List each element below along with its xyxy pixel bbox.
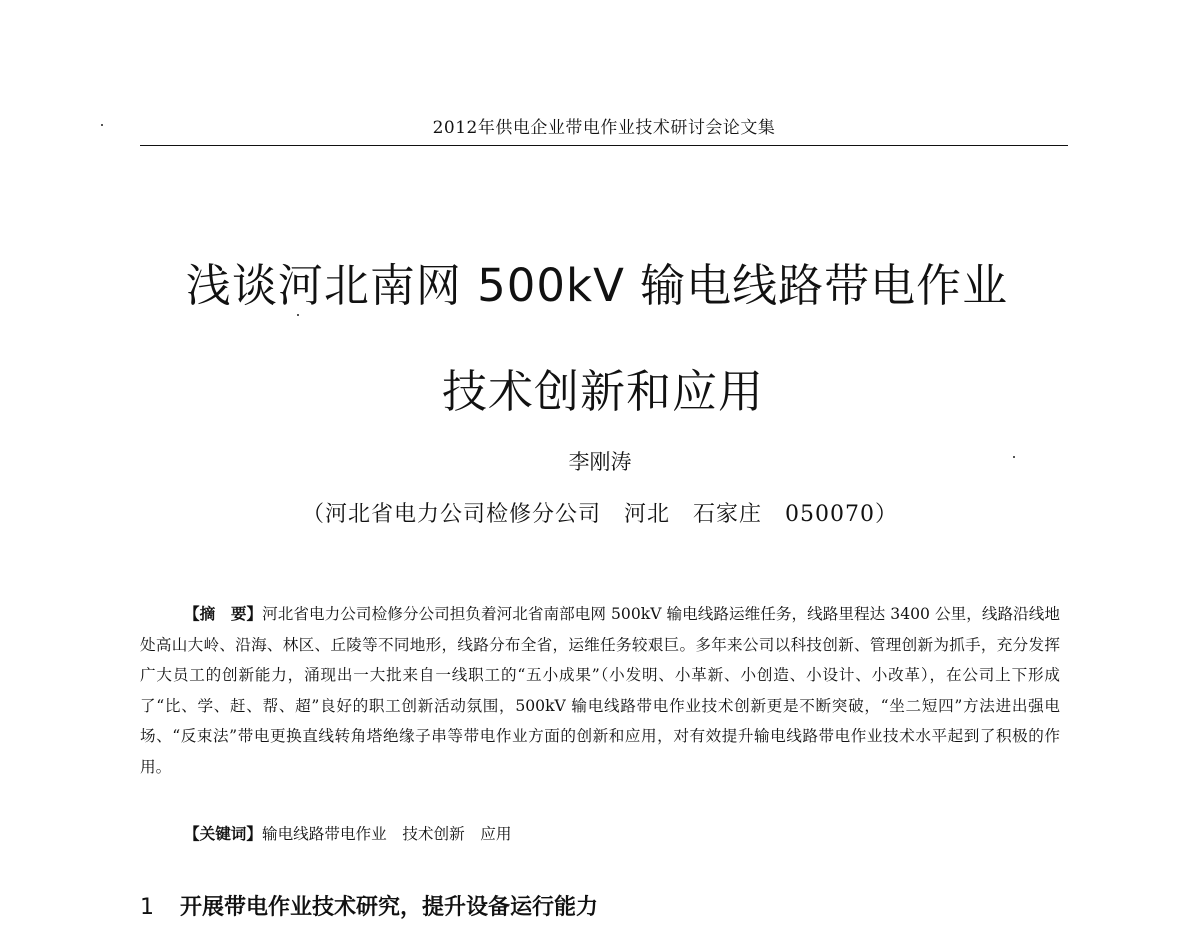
section-heading (140, 893, 598, 923)
paper-title-line-2: 技术创新和应用 (441, 365, 764, 419)
section-title: 开展带电作业技术研究，提升设备运行能力 (180, 895, 599, 920)
abstract-label: 【摘 要】 (184, 605, 263, 623)
keywords-paragraph (184, 819, 1060, 849)
keywords-label: 【关键词】 (184, 825, 262, 843)
author-name: 李刚涛 (568, 450, 632, 474)
scan-speck (1013, 456, 1015, 458)
running-header: 2012年供电企业带电作业技术研讨会论文集 (432, 118, 776, 138)
abstract-text: 河北省电力公司检修分公司担负着河北省南部电网 500kV 输电线路运维任务，线路里程达 3400 公里，线路沿线地处高山大岭、沿海、林区、丘陵等不同地形，线路分布全省，运维任务较艰巨。多年来公司以科技创新、管理创新为抓手，充分发挥广大员工的创新能力，涌现出一大批来自一线职工的“五小成果”（小发明、小革新、小创造、小设计、小改革），在公司上下形成了“比、学、赶、帮、超”良好的职工创新活动氛围，500kV 输电线路带电作业技术创新更是不断突破，“坐二短四”方法进出强电场、“反束法”带电更换直线转角塔绝缘子串等带电作业方面的创新和应用，对有效提升输电线路带电作业技术水平起到了积极的作用。 (140, 605, 1060, 776)
scan-speck (297, 314, 299, 316)
section-number: 1 (140, 895, 154, 920)
header-rule (140, 145, 1068, 146)
scan-speck (101, 124, 103, 126)
abstract-paragraph (140, 599, 1060, 783)
keywords-text: 输电线路带电作业 技术创新 应用 (261, 825, 512, 843)
paper-title-line-1: 浅谈河北南网 500kV 输电线路带电作业 (185, 259, 1009, 313)
author-affiliation: （河北省电力公司检修分公司 河北 石家庄 050070） (302, 502, 898, 527)
